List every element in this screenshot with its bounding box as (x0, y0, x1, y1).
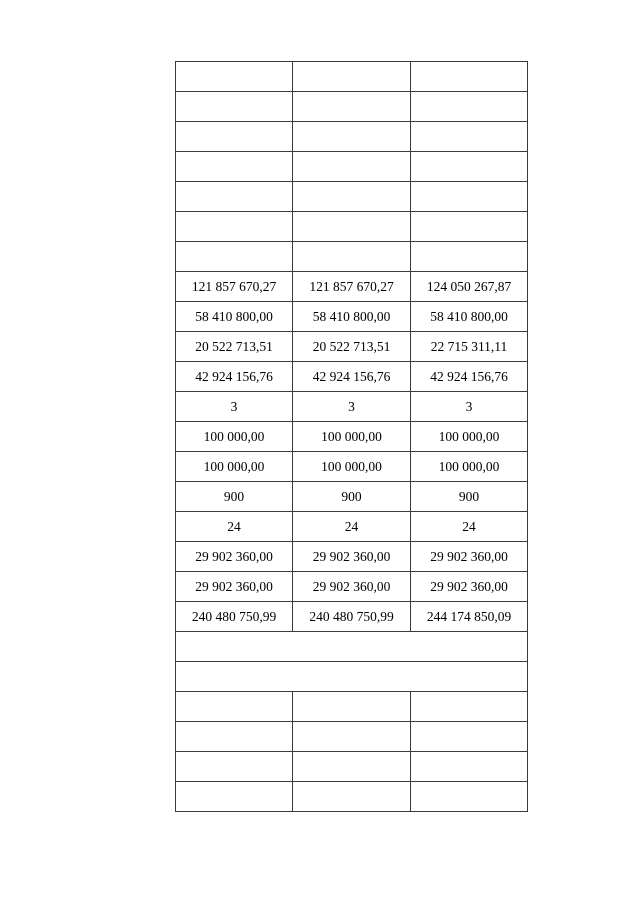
table-row (176, 722, 528, 752)
table-cell (176, 92, 293, 122)
table-cell: 900 (176, 482, 293, 512)
table-row (176, 302, 528, 332)
table-cell (411, 722, 528, 752)
table-row (176, 392, 528, 422)
table-row (176, 272, 528, 302)
table-cell (411, 212, 528, 242)
table-row (176, 452, 528, 482)
table-cell (411, 242, 528, 272)
table-row (176, 182, 528, 212)
table-cell (176, 212, 293, 242)
table-cell (293, 212, 411, 242)
table-cell: 100 000,00 (293, 422, 411, 452)
data-table-body (176, 62, 528, 812)
table-row (176, 512, 528, 542)
table-cell (293, 62, 411, 92)
table-cell: 24 (176, 512, 293, 542)
table-cell: 29 902 360,00 (293, 572, 411, 602)
table-cell (293, 242, 411, 272)
table-cell: 29 902 360,00 (176, 572, 293, 602)
table-cell (293, 182, 411, 212)
table-cell: 121 857 670,27 (176, 272, 293, 302)
table-cell: 20 522 713,51 (293, 332, 411, 362)
table-cell (411, 92, 528, 122)
table-cell: 3 (176, 392, 293, 422)
table-cell (411, 782, 528, 812)
table-cell: 22 715 311,11 (411, 332, 528, 362)
table-cell: 3 (293, 392, 411, 422)
table-cell: 100 000,00 (411, 452, 528, 482)
table-row (176, 92, 528, 122)
table-merged-cell (176, 632, 528, 662)
table-cell: 100 000,00 (293, 452, 411, 482)
table-cell: 42 924 156,76 (293, 362, 411, 392)
table-row (176, 212, 528, 242)
table-cell: 29 902 360,00 (411, 572, 528, 602)
table-row (176, 602, 528, 632)
table-merged-cell (176, 662, 528, 692)
table-cell: 100 000,00 (411, 422, 528, 452)
table-cell: 20 522 713,51 (176, 332, 293, 362)
table-cell: 42 924 156,76 (176, 362, 293, 392)
table-cell: 100 000,00 (176, 422, 293, 452)
table-cell: 24 (293, 512, 411, 542)
table-cell: 29 902 360,00 (293, 542, 411, 572)
data-table (175, 61, 528, 812)
table-row (176, 62, 528, 92)
table-cell: 100 000,00 (176, 452, 293, 482)
table-cell: 58 410 800,00 (293, 302, 411, 332)
table-cell: 900 (293, 482, 411, 512)
table-cell: 24 (411, 512, 528, 542)
table-cell: 124 050 267,87 (411, 272, 528, 302)
table-row (176, 692, 528, 722)
table-cell: 58 410 800,00 (411, 302, 528, 332)
table-cell: 58 410 800,00 (176, 302, 293, 332)
table-cell (411, 62, 528, 92)
table-cell (176, 722, 293, 752)
table-row (176, 632, 528, 662)
table-cell (411, 152, 528, 182)
table-row (176, 752, 528, 782)
table-row (176, 482, 528, 512)
table-cell (293, 692, 411, 722)
table-row (176, 782, 528, 812)
table-cell (293, 752, 411, 782)
table-cell (176, 692, 293, 722)
table-cell: 900 (411, 482, 528, 512)
table-cell: 240 480 750,99 (293, 602, 411, 632)
table-row (176, 542, 528, 572)
table-cell: 121 857 670,27 (293, 272, 411, 302)
table-cell (411, 752, 528, 782)
table-row (176, 122, 528, 152)
table-row (176, 362, 528, 392)
table-row (176, 422, 528, 452)
table-cell: 29 902 360,00 (176, 542, 293, 572)
table-row (176, 332, 528, 362)
table-cell (411, 182, 528, 212)
table-cell: 3 (411, 392, 528, 422)
table-row (176, 242, 528, 272)
table-cell (176, 152, 293, 182)
table-cell (411, 122, 528, 152)
table-cell: 240 480 750,99 (176, 602, 293, 632)
table-cell (293, 722, 411, 752)
table-cell: 29 902 360,00 (411, 542, 528, 572)
table-row (176, 662, 528, 692)
table-cell (176, 62, 293, 92)
table-cell (293, 782, 411, 812)
table-cell (176, 242, 293, 272)
table-cell (176, 782, 293, 812)
table-cell: 42 924 156,76 (411, 362, 528, 392)
table-cell (293, 122, 411, 152)
table-cell (411, 692, 528, 722)
table-row (176, 152, 528, 182)
table-cell (293, 152, 411, 182)
table-row (176, 572, 528, 602)
table-cell (176, 182, 293, 212)
table-cell (293, 92, 411, 122)
table-cell (176, 122, 293, 152)
table-cell (176, 752, 293, 782)
table-cell: 244 174 850,09 (411, 602, 528, 632)
